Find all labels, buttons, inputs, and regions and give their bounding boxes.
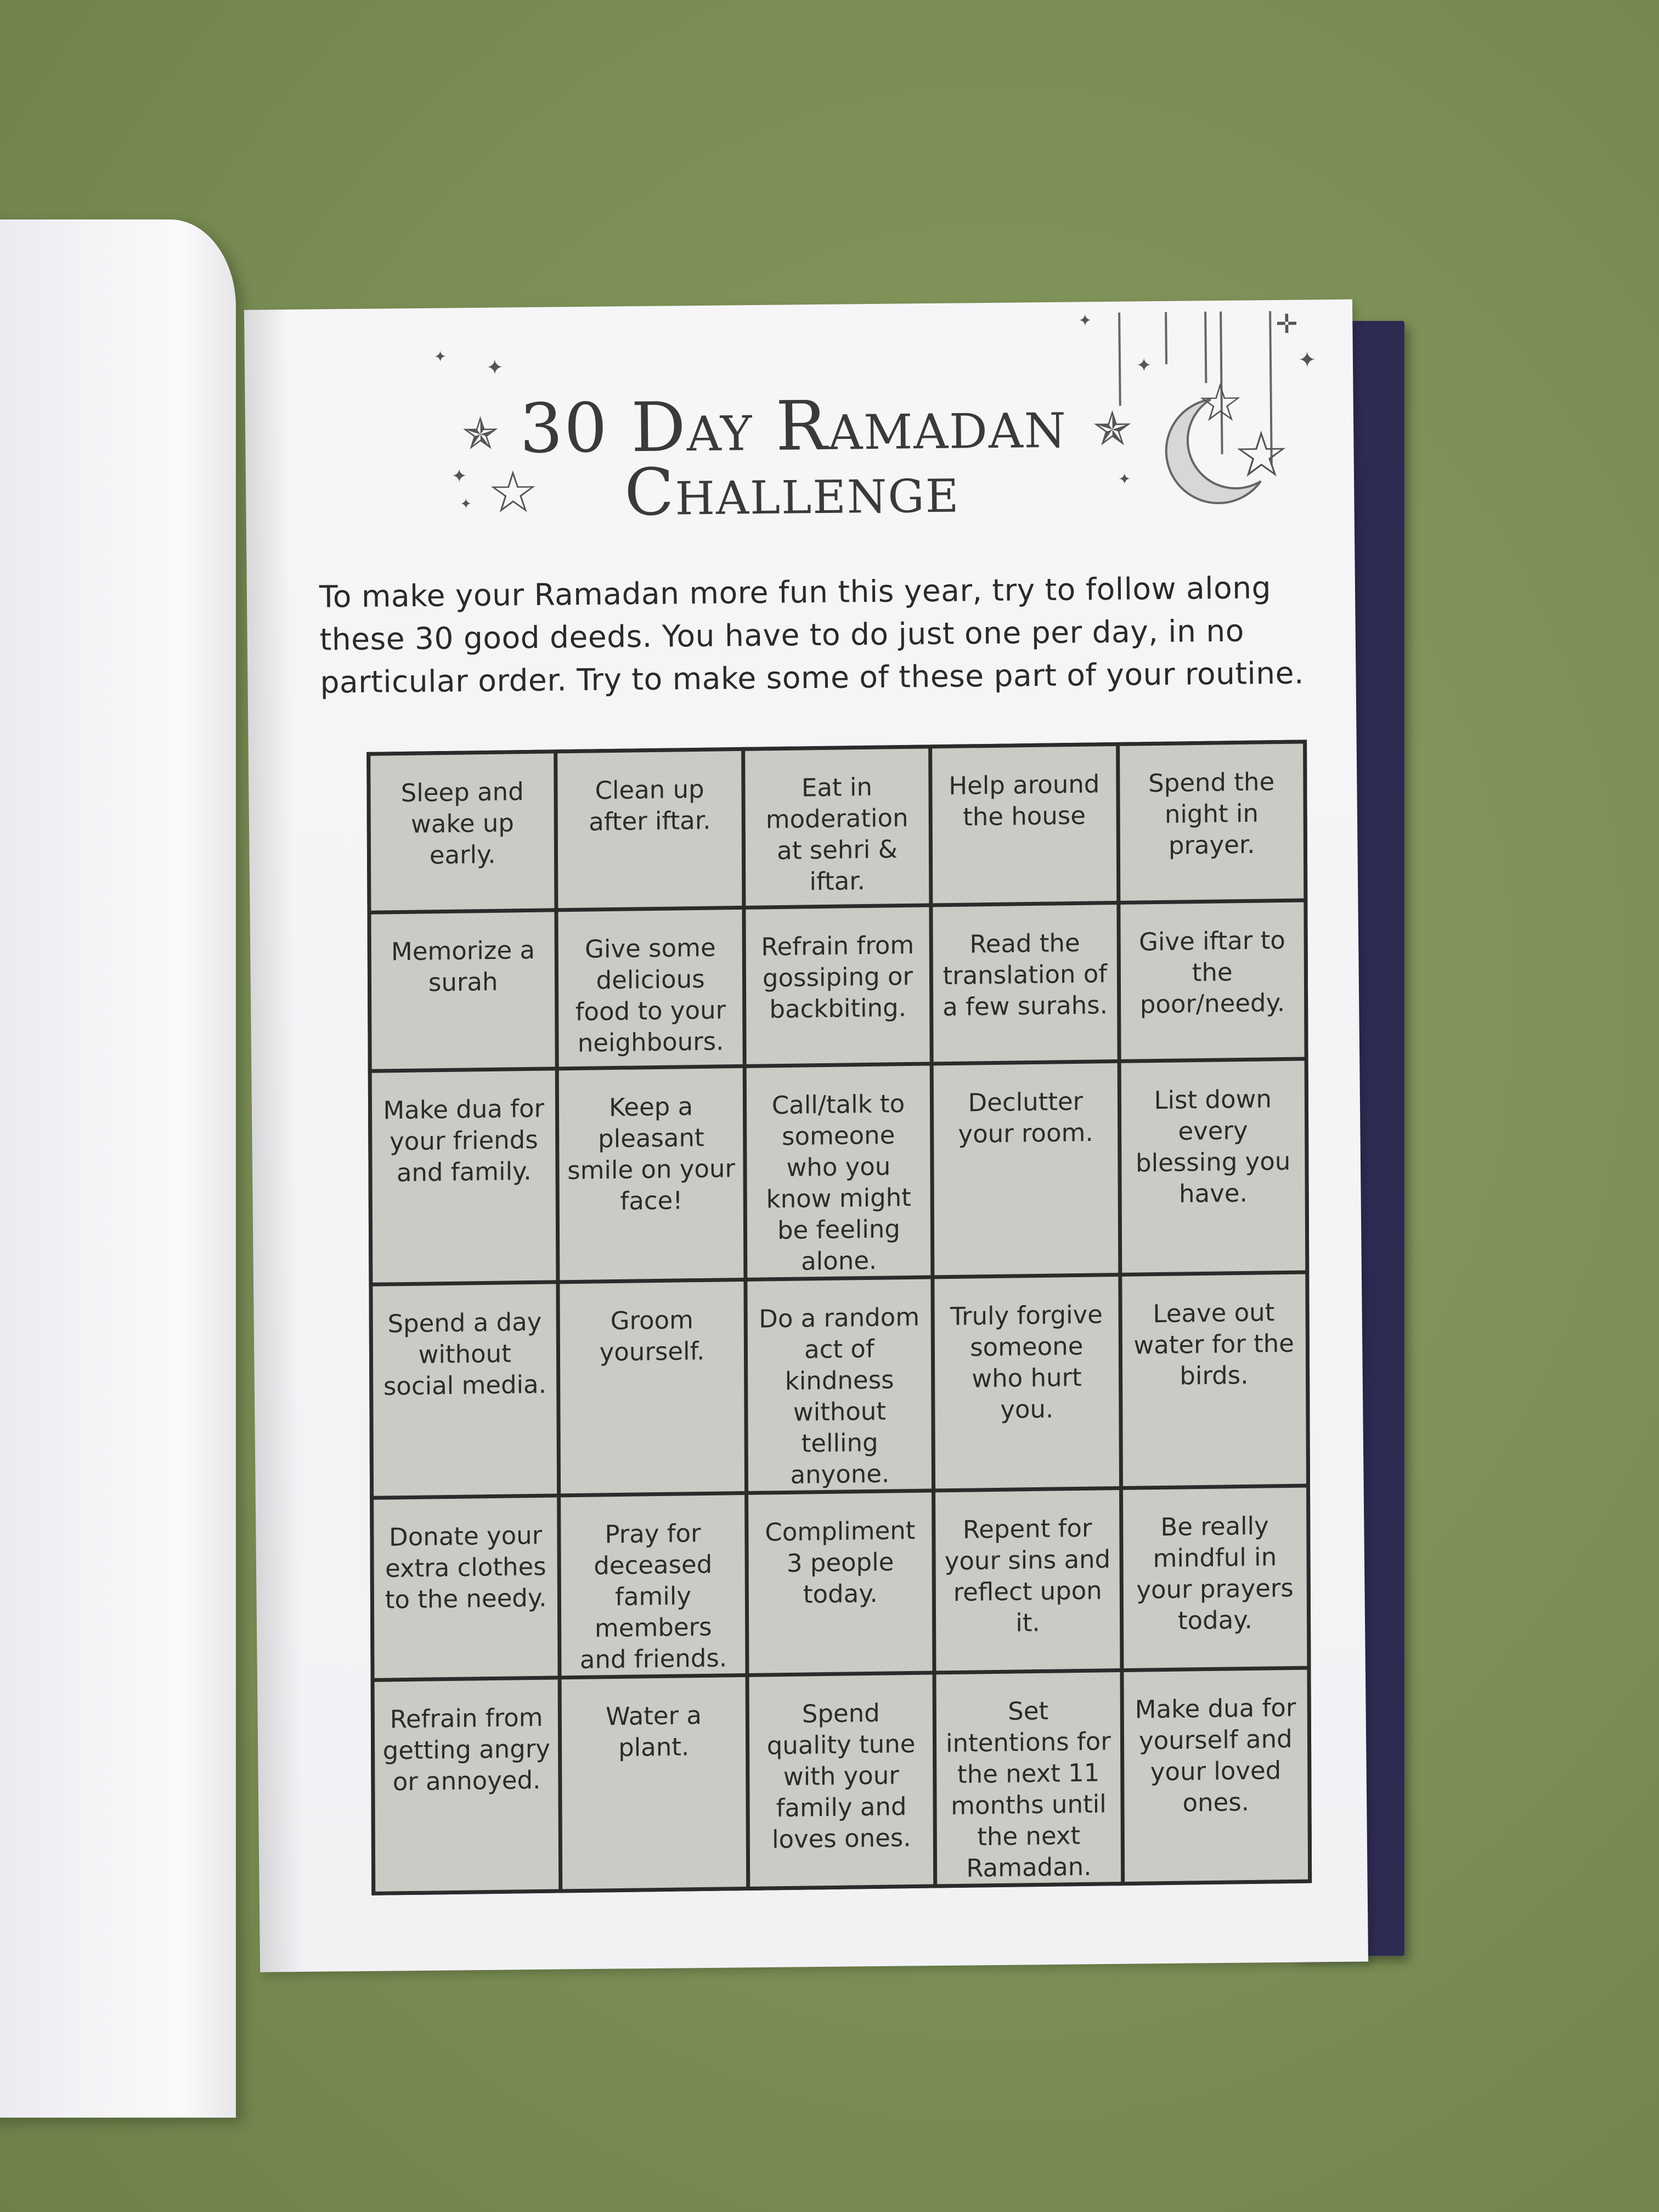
challenge-cell: Make dua for your friends and family. — [372, 1070, 556, 1282]
challenge-cell: Set intentions for the next 11 months until the next Ramadan. — [936, 1672, 1121, 1884]
sparkle-icon: ✦ — [433, 347, 447, 366]
challenge-grid — [366, 740, 1312, 1895]
challenge-cell: Spend a day without social media. — [373, 1284, 557, 1496]
star-icon: ☆ — [487, 458, 539, 526]
sparkle-icon: ✦ — [1078, 311, 1092, 331]
challenge-cell: Help around the house — [932, 746, 1116, 903]
challenge-cell: Clean up after iftar. — [558, 751, 742, 908]
challenge-cell: Give iftar to the poor/needy. — [1120, 902, 1305, 1059]
star-icon: ✯ — [1092, 402, 1132, 457]
challenge-page — [244, 300, 1368, 1972]
challenge-cell: Give some delicious food to your neighbours. — [558, 910, 743, 1066]
title-number: 30 — [519, 388, 609, 469]
title-line-2: Challenge — [624, 451, 960, 531]
challenge-cell: Be really mindful in your prayers today. — [1123, 1488, 1307, 1668]
left-blank-page — [0, 219, 236, 2118]
challenge-cell: Pray for deceased family members and friends. — [561, 1495, 746, 1675]
challenge-cell: Sleep and wake up early. — [370, 753, 555, 910]
sparkle-icon: ✦ — [486, 355, 504, 380]
title-words: Day Ramadan — [630, 384, 1068, 468]
challenge-cell: Refrain from getting angry or annoyed. — [375, 1679, 559, 1891]
challenge-cell: Compliment 3 people today. — [748, 1492, 933, 1673]
challenge-cell: Water a plant. — [562, 1677, 746, 1889]
sparkle-icon: ✦ — [451, 465, 467, 488]
challenge-cell: Eat in moderation at sehri & iftar. — [745, 748, 929, 905]
intro-paragraph: To make your Ramadan more fun this year, try to follow along these 30 good deeds. You have to do just one per day, in no particular order. Try to make some of these part of your routine. — [319, 570, 1305, 700]
challenge-cell: Spend the night in prayer. — [1120, 744, 1304, 901]
challenge-cell: Groom yourself. — [560, 1282, 744, 1493]
sparkle-icon: ✦ — [1297, 347, 1317, 373]
star-icon: ☆ — [1232, 417, 1290, 492]
challenge-cell: Read the translation of a few surahs. — [933, 905, 1118, 1062]
star-icon: ✯ — [461, 408, 499, 460]
sparkle-icon: ✦ — [1118, 470, 1131, 488]
challenge-cell: Call/talk to someone who you know might be feeling alone. — [746, 1065, 930, 1277]
challenge-cell: Spend quality tune with your family and loves ones. — [749, 1675, 933, 1887]
challenge-cell: Leave out water for the birds. — [1122, 1274, 1306, 1486]
challenge-cell: Keep a pleasant smile on your face! — [559, 1068, 743, 1280]
challenge-cell: Refrain from gossiping or backbiting. — [746, 907, 930, 1064]
challenge-cell: Repent for your sins and reflect upon it. — [935, 1490, 1120, 1671]
challenge-cell: Truly forgive someone who hurt you. — [935, 1277, 1119, 1488]
challenge-cell: List down every blessing you have. — [1121, 1061, 1305, 1273]
challenge-cell: Donate your extra clothes to the needy. — [374, 1497, 558, 1678]
challenge-cell: Declutter your room. — [934, 1063, 1118, 1275]
sparkle-icon: ✦ — [460, 496, 472, 513]
star-icon: ☆ — [1197, 373, 1244, 434]
challenge-cell: Make dua for yourself and your loved ones. — [1124, 1670, 1308, 1882]
sparkle-icon: ✛ — [1276, 308, 1298, 340]
challenge-cell: Do a random act of kindness without telling anyone. — [747, 1279, 932, 1491]
challenge-cell: Memorize a surah — [371, 912, 556, 1069]
sparkle-icon: ✦ — [1136, 354, 1152, 377]
